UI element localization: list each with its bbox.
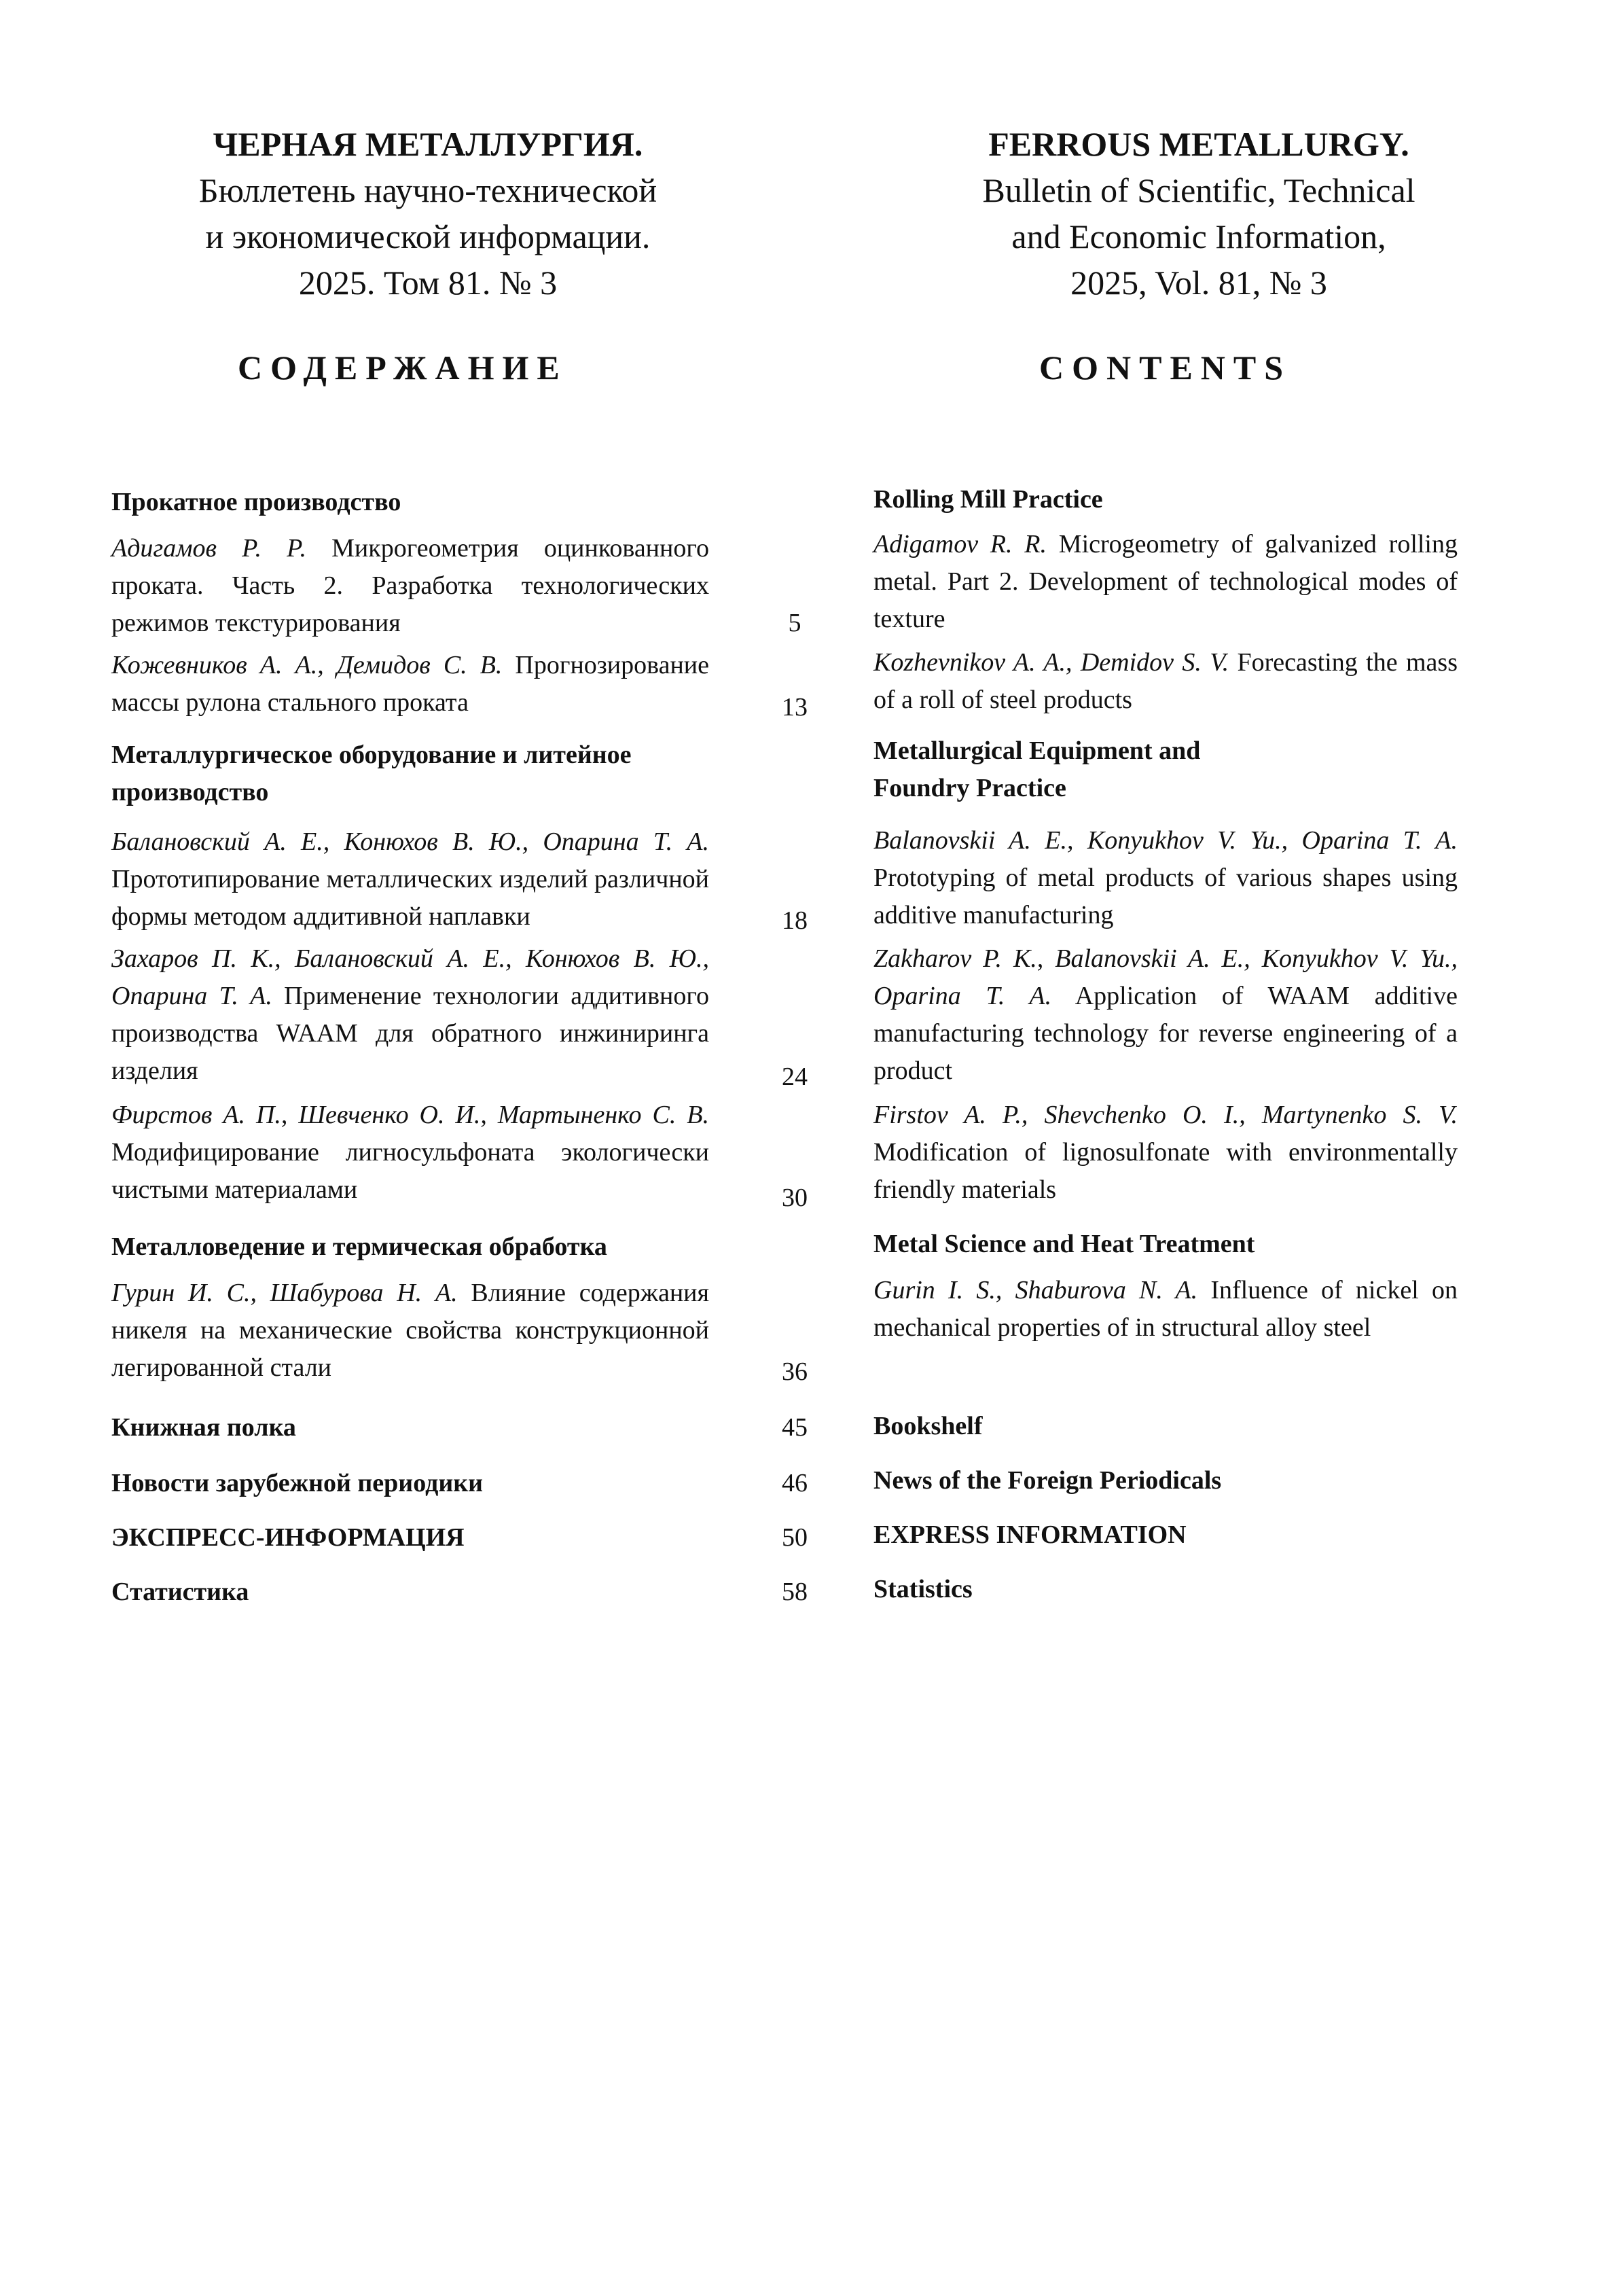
page-number: 18 <box>782 906 808 935</box>
section-heading: Bookshelf <box>873 1412 983 1440</box>
entry-authors: Гурин И. С., Шабурова Н. А. <box>111 1279 458 1307</box>
section-heading: Новости зарубежной периодики <box>111 1469 484 1497</box>
page-number: 13 <box>782 693 808 722</box>
entry-title: Применение технологии аддитивного производства WAAM для обратного инжиниринга изделия <box>111 982 709 1085</box>
toc-entry <box>111 940 709 1090</box>
journal-subtitle-ru-1: Бюллетень научно-технической <box>198 171 657 209</box>
section-heading: Статистика <box>111 1578 249 1606</box>
entry-authors: Balanovskii A. E., Konyukhov V. Yu., Oparina T. A. <box>873 826 1458 855</box>
entry-title: Модифицирование лигносульфоната экологически чистыми материалами <box>111 1138 709 1204</box>
entry-title: Application of WAAM additive manufacturing technology for reverse engineering of a product <box>873 982 1458 1085</box>
entry-authors: Zakharov P. K., Balanovskii A. E., Konyukhov V. Yu., Oparina T. A. <box>873 944 1458 1010</box>
journal-issue-en: 2025, Vol. 81, № 3 <box>1070 264 1327 302</box>
section-heading: Metal Science and Heat Treatment <box>873 1230 1255 1258</box>
entry-title: Prototyping of metal products of various shapes using additive manufacturing <box>873 864 1458 929</box>
toc-entry <box>111 1275 709 1387</box>
entry-title: Прототипирование металлических изделий различной формы методом аддитивной наплавки <box>111 865 709 931</box>
entry-authors: Gurin I. S., Shaburova N. A. <box>873 1276 1198 1304</box>
entry-title: Forecasting the mass of a roll of steel products <box>873 648 1458 714</box>
journal-title-ru: ЧЕРНАЯ МЕТАЛЛУРГИЯ. <box>213 125 643 163</box>
entry-title: Influence of nickel on mechanical properties of in structural alloy steel <box>873 1276 1458 1342</box>
entry-authors: Захаров П. К., Балановский А. Е., Конюхов В. Ю., Опарина Т. А. <box>111 944 709 1010</box>
entry-authors: Kozhevnikov A. A., Demidov S. V. <box>873 648 1229 677</box>
contents-heading-en: CONTENTS <box>1039 349 1292 387</box>
contents-heading-ru: СОДЕРЖАНИЕ <box>238 349 568 387</box>
page-number: 36 <box>782 1357 808 1386</box>
section-heading: ЭКСПРЕСС-ИНФОРМАЦИЯ <box>111 1523 465 1552</box>
header-russian <box>115 121 740 306</box>
entry-title: Modification of lignosulfonate with environmentally friendly materials <box>873 1138 1458 1204</box>
page-number: 30 <box>782 1184 808 1212</box>
journal-title-en: FERROUS METALLURGY. <box>988 125 1409 163</box>
page-number: 24 <box>782 1063 808 1091</box>
entry-authors: Балановский А. Е., Конюхов В. Ю., Опарина Т. А. <box>111 828 709 856</box>
toc-entry <box>111 647 709 722</box>
entry-title: Влияние содержания никеля на механические свойства конструкционной легированной стали <box>111 1279 709 1382</box>
entry-authors: Адигамов Р. Р. <box>111 534 307 563</box>
page-number: 45 <box>782 1413 808 1442</box>
section-heading: Metallurgical Equipment and Foundry Practice <box>873 736 1201 802</box>
journal-issue-ru: 2025. Том 81. № 3 <box>298 264 558 302</box>
toc-entry <box>873 822 1458 934</box>
section-heading: Statistics <box>873 1575 973 1603</box>
entry-title: Прогнозирование массы рулона стального проката <box>111 651 709 717</box>
toc-entry <box>873 526 1458 638</box>
section-heading: Rolling Mill Practice <box>873 485 1103 514</box>
entry-authors: Adigamov R. R. <box>873 530 1047 558</box>
toc-entry <box>111 823 709 936</box>
section-heading: EXPRESS INFORMATION <box>873 1521 1187 1549</box>
section-heading: Металлургическое оборудование и литейное производство <box>111 741 632 806</box>
entry-authors: Фирстов А. П., Шевченко О. И., Мартыненко С. В. <box>111 1101 709 1129</box>
section-heading: Металловедение и термическая обработка <box>111 1232 607 1261</box>
entry-authors: Кожевников А. А., Демидов С. В. <box>111 651 503 679</box>
entry-title: Микрогеометрия оцинкованного проката. Часть 2. Разработка технологических режимов текстурирования <box>111 534 709 637</box>
toc-entry <box>111 530 709 642</box>
section-heading: Прокатное производство <box>111 488 401 516</box>
header-english <box>842 121 1555 306</box>
page-number: 50 <box>782 1523 808 1552</box>
toc-entry <box>873 644 1458 719</box>
journal-subtitle-ru-2: и экономической информации. <box>205 217 651 255</box>
entry-title: Microgeometry of galvanized rolling metal. Part 2. Development of technological modes of texture <box>873 530 1458 633</box>
journal-subtitle-en-2: and Economic Information, <box>1011 217 1386 255</box>
page-number: 58 <box>782 1578 808 1606</box>
journal-subtitle-en-1: Bulletin of Scientific, Technical <box>982 171 1415 209</box>
toc-entry <box>873 1272 1458 1347</box>
page-number: 46 <box>782 1469 808 1497</box>
toc-entry <box>111 1097 709 1209</box>
section-heading: News of the Foreign Periodicals <box>873 1466 1222 1495</box>
toc-entry <box>873 1097 1458 1209</box>
page-number: 5 <box>788 609 801 637</box>
entry-authors: Firstov A. P., Shevchenko O. I., Martynenko S. V. <box>873 1101 1458 1129</box>
toc-entry <box>873 940 1458 1090</box>
section-heading: Книжная полка <box>111 1413 296 1442</box>
